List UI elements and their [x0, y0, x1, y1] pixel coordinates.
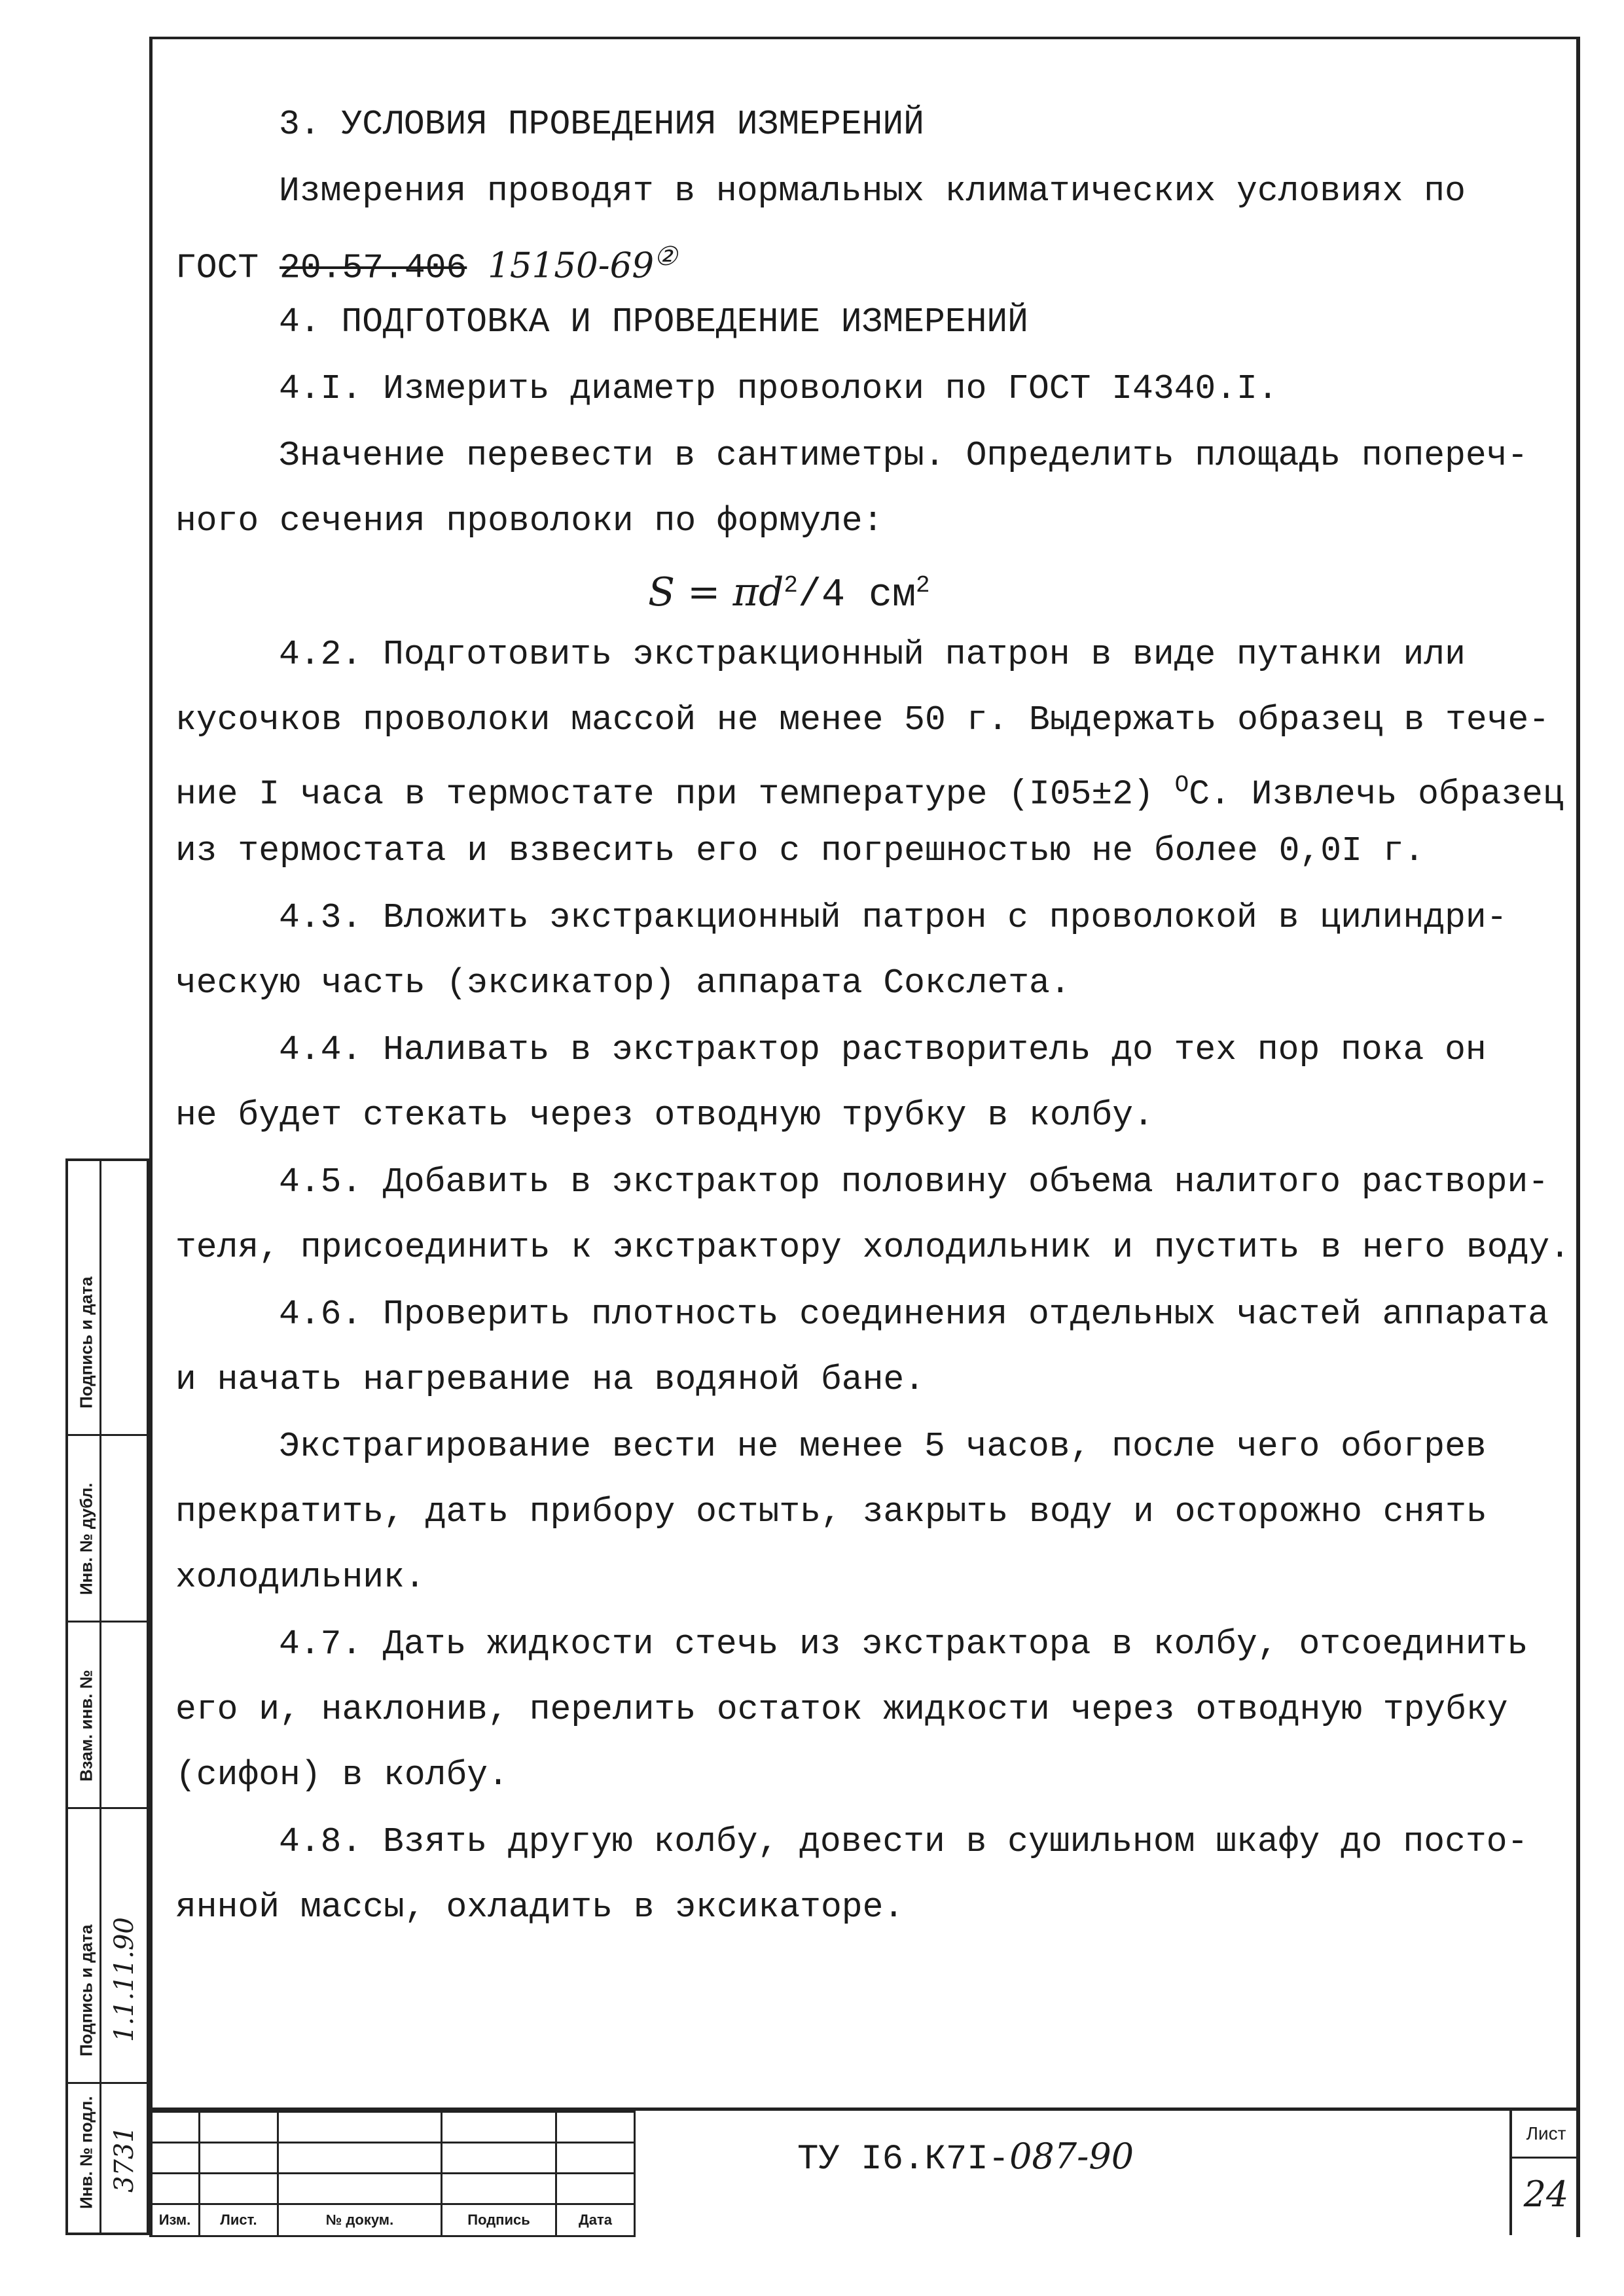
- side-row-vzam-inv: [68, 1623, 147, 1809]
- formula-rest: /4 см: [797, 573, 916, 618]
- p41-line3: ного сечения проволоки по формуле:: [175, 501, 884, 541]
- p47-line1: 4.7. Дать жидкости стечь из экстрактора в колбу, отсоединить: [279, 1624, 1528, 1664]
- p47-line3: (сифон) в колбу.: [175, 1755, 509, 1795]
- side-value-sign-date-2: 1.1.11.90: [109, 1917, 139, 2042]
- side-stamp: [65, 1158, 149, 2235]
- p44-line2: не будет стекать через отводную трубку в колбу.: [175, 1096, 1154, 1135]
- section3-line1: Измерения проводят в нормальных климатических условиях по: [279, 171, 1466, 211]
- side-row-inv-dubl: [68, 1436, 147, 1623]
- p45-line1: 4.5. Добавить в экстрактор половину объема налитого раствори-: [279, 1162, 1549, 1202]
- p42-line2: кусочков проволоки массой не менее 50 г. Выдержать образец в тече-: [175, 700, 1550, 740]
- sheet-box: [1509, 2111, 1580, 2235]
- formula-lhs: S = πd: [648, 569, 784, 615]
- p41-line1: 4.I. Измерить диаметр проволоки по ГОСТ I4340.I.: [279, 369, 1278, 408]
- col-podpis: Подпись: [442, 2204, 556, 2236]
- p42-line3: [175, 766, 1564, 814]
- p43-line1: 4.3. Вложить экстракционный патрон с проволокой в цилиндри-: [279, 898, 1507, 937]
- p46b-line2: прекратить, дать прибору остыть, закрыть воду и осторожно снять: [175, 1492, 1487, 1532]
- p47-line2: его и, наклонив, перелить остаток жидкости через отводную трубку: [175, 1690, 1508, 1729]
- formula-exp: 2: [784, 572, 798, 599]
- side-label-vzam-inv: Взам. инв. №: [76, 1670, 96, 1782]
- col-data: Дата: [556, 2204, 635, 2236]
- p42-line1: 4.2. Подготовить экстракционный патрон в виде путанки или: [279, 635, 1466, 674]
- col-dokum: № докум.: [278, 2204, 442, 2236]
- section3-heading: 3. УСЛОВИЯ ПРОВЕДЕНИЯ ИЗМЕРЕНИЙ: [279, 105, 924, 144]
- col-list: Лист.: [200, 2204, 278, 2236]
- col-izm: Изм.: [151, 2204, 200, 2236]
- p42-line3-b: С. Извлечь образец: [1189, 774, 1564, 814]
- side-label-sign-date-1: Подпись и дата: [76, 1276, 96, 1408]
- p48-line2: янной массы, охладить в эксикаторе.: [175, 1888, 905, 1927]
- revision-mark: ②: [654, 242, 677, 272]
- area-formula: [648, 563, 930, 619]
- title-block: [149, 2108, 1580, 2235]
- side-label-inv-dubl: Инв. № дубл.: [76, 1482, 96, 1595]
- formula-unit-exp: 2: [916, 572, 930, 599]
- sheet-label: Лист: [1512, 2111, 1580, 2159]
- p46b-line3: холодильник.: [175, 1558, 425, 1597]
- side-label-inv-podl: Инв. № подл.: [76, 2096, 96, 2209]
- document-code: [797, 2136, 1134, 2179]
- handwritten-gost-number: 15150-69: [488, 245, 655, 286]
- side-label-sign-date-2: Подпись и дата: [76, 1924, 96, 2056]
- side-row-inv-podl: [68, 2084, 147, 2234]
- sheet-number: 24: [1523, 2174, 1569, 2215]
- revision-table: [149, 2111, 636, 2237]
- p42-line4: из термостата и взвесить его с погрешностью не более 0,0I г.: [175, 831, 1425, 870]
- struck-gost-number: 20.57.406: [280, 248, 467, 288]
- side-row-sign-date-1: [68, 1161, 147, 1436]
- degree-sign: О: [1174, 772, 1189, 798]
- p44-line1: 4.4. Наливать в экстрактор растворитель до тех пор пока он: [279, 1030, 1487, 1069]
- side-value-inv-podl: 3731: [109, 2126, 139, 2193]
- p46-line2: и начать нагревание на водяной бане.: [175, 1360, 925, 1399]
- p41-line2: Значение перевести в сантиметры. Определить площадь попереч-: [279, 436, 1528, 475]
- p45-line2: теля, присоединить к экстрактору холодильник и пустить в него воду.: [175, 1228, 1570, 1267]
- section4-heading: 4. ПОДГОТОВКА И ПРОВЕДЕНИЕ ИЗМЕРЕНИЙ: [279, 302, 1028, 342]
- p46-line1: 4.6. Проверить плотность соединения отдельных частей аппарата: [279, 1295, 1549, 1334]
- p48-line1: 4.8. Взять другую колбу, довести в сушильном шкафу до посто-: [279, 1822, 1528, 1861]
- doc-code-handwritten: 087-90: [1009, 2136, 1134, 2177]
- p43-line2: ческую часть (эксикатор) аппарата Сокслета.: [175, 963, 1071, 1003]
- section3-line2: [175, 237, 1557, 288]
- side-row-sign-date-2: [68, 1809, 147, 2084]
- p46b-line1: Экстрагирование вести не менее 5 часов, после чего обогрев: [279, 1427, 1487, 1466]
- gost-prefix: ГОСТ: [175, 248, 280, 288]
- p42-line3-a: ние I часа в термостате при температуре (I05±2): [175, 774, 1175, 814]
- doc-code-prefix: ТУ I6.К7I-: [797, 2140, 1010, 2179]
